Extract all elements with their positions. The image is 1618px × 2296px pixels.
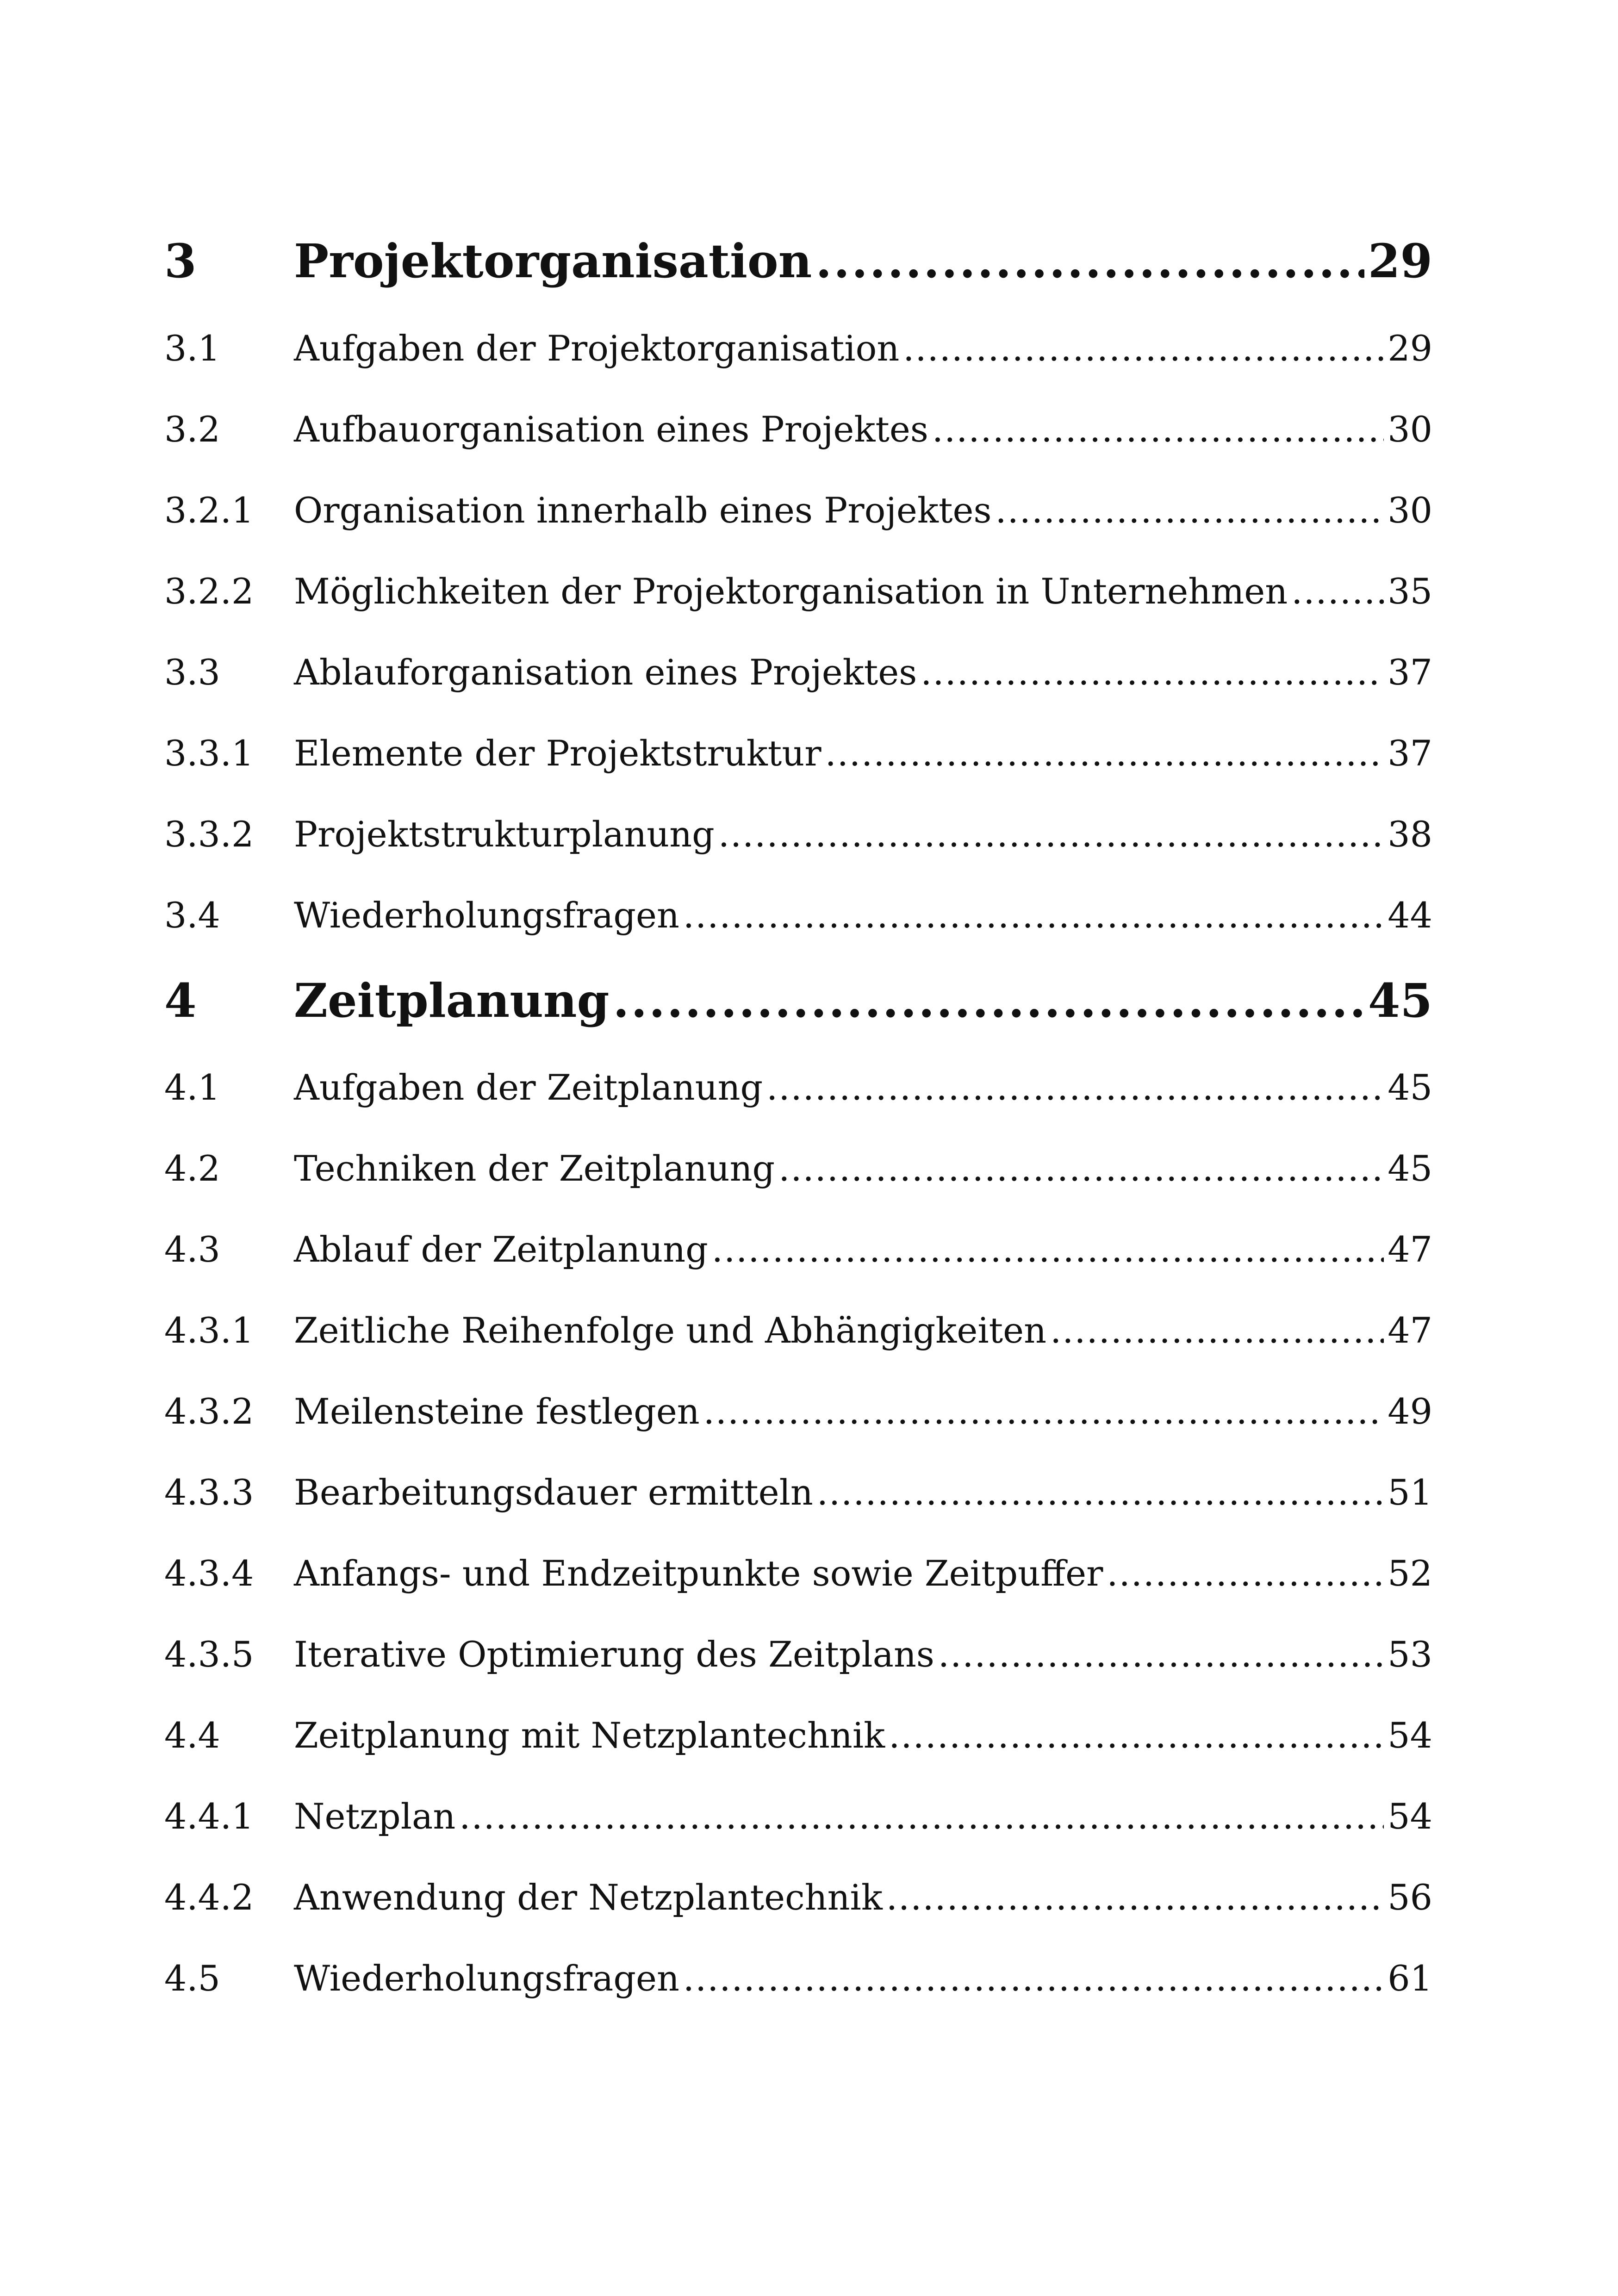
toc-title: Aufgaben der Projektorganisation <box>294 328 900 369</box>
toc-title: Wiederholungsfragen <box>294 1958 679 1999</box>
toc-entry[interactable] <box>164 1796 1432 1842</box>
toc-entry-chapter[interactable] <box>164 234 1432 289</box>
toc-entry[interactable] <box>164 1148 1432 1194</box>
toc-page-number: 29 <box>1388 328 1432 369</box>
toc-page-number: 47 <box>1388 1310 1432 1351</box>
toc-page-number: 44 <box>1388 895 1432 936</box>
toc-page-number: 45 <box>1368 973 1432 1028</box>
toc-leader-dots <box>995 490 1384 531</box>
toc-number: 4.3.3 <box>164 1472 254 1513</box>
toc-entry-chapter[interactable] <box>164 973 1432 1029</box>
toc-number: 4.4 <box>164 1715 220 1756</box>
toc-entry[interactable] <box>164 1391 1432 1437</box>
toc-page-number: 30 <box>1388 490 1432 531</box>
toc-page-number: 45 <box>1388 1067 1432 1108</box>
toc-number: 3.3.1 <box>164 733 254 774</box>
toc-number: 4.4.2 <box>164 1877 254 1918</box>
toc-entry[interactable] <box>164 1310 1432 1356</box>
toc-title: Anfangs- und Endzeitpunkte sowie Zeitpuffer <box>294 1553 1103 1594</box>
toc-leader-dots <box>921 652 1384 693</box>
toc-title: Netzplan <box>294 1796 456 1837</box>
toc-page-number: 38 <box>1388 814 1432 855</box>
toc-number: 3.2.2 <box>164 571 254 612</box>
toc-entry[interactable] <box>164 1067 1432 1113</box>
toc-number: 4.1 <box>164 1067 220 1108</box>
toc-entry[interactable] <box>164 733 1432 779</box>
toc-title: Möglichkeiten der Projektorganisation in Unternehmen <box>294 571 1288 612</box>
toc-leader-dots <box>613 973 1364 1028</box>
toc-leader-dots <box>683 895 1384 936</box>
toc-title: Projektstrukturplanung <box>294 814 715 855</box>
toc-number: 3.1 <box>164 328 220 369</box>
toc-title: Anwendung der Netzplantechnik <box>294 1877 883 1918</box>
toc-entry[interactable] <box>164 571 1432 617</box>
toc-leader-dots <box>703 1391 1384 1432</box>
toc-number: 4 <box>164 973 197 1028</box>
toc-page-number: 47 <box>1388 1229 1432 1270</box>
toc-entry[interactable] <box>164 652 1432 698</box>
toc-leader-dots <box>766 1067 1384 1108</box>
toc-number: 3 <box>164 234 197 288</box>
toc-page-number: 51 <box>1388 1472 1432 1513</box>
toc-title: Iterative Optimierung des Zeitplans <box>294 1634 934 1675</box>
toc-entry[interactable] <box>164 490 1432 536</box>
toc-page-number: 52 <box>1388 1553 1432 1594</box>
toc-entry[interactable] <box>164 1877 1432 1923</box>
toc-number: 3.2 <box>164 409 220 450</box>
toc-page-number: 56 <box>1388 1877 1432 1918</box>
toc-entry[interactable] <box>164 1472 1432 1518</box>
toc-leader-dots <box>1050 1310 1384 1351</box>
toc-number: 3.3 <box>164 652 220 693</box>
toc-number: 4.3.4 <box>164 1553 254 1594</box>
toc-leader-dots <box>815 234 1364 288</box>
toc-title: Techniken der Zeitplanung <box>294 1148 775 1189</box>
toc-title: Zeitplanung mit Netzplantechnik <box>294 1715 885 1756</box>
toc-number: 4.2 <box>164 1148 220 1189</box>
toc-leader-dots <box>938 1634 1384 1675</box>
toc-title: Zeitliche Reihenfolge und Abhängigkeiten <box>294 1310 1047 1351</box>
toc-entry[interactable] <box>164 1553 1432 1599</box>
toc-leader-dots <box>932 409 1384 450</box>
toc-entry[interactable] <box>164 1229 1432 1275</box>
toc-leader-dots <box>903 328 1384 369</box>
toc-entry[interactable] <box>164 895 1432 941</box>
toc-entry[interactable] <box>164 814 1432 860</box>
toc-number: 4.3 <box>164 1229 220 1270</box>
toc-leader-dots <box>1107 1553 1384 1594</box>
toc-page-number: 61 <box>1388 1958 1432 1999</box>
toc-entry[interactable] <box>164 1958 1432 2004</box>
toc-entry[interactable] <box>164 328 1432 374</box>
toc-entry[interactable] <box>164 1634 1432 1680</box>
toc-leader-dots <box>817 1472 1384 1513</box>
toc-page-number: 54 <box>1388 1715 1432 1756</box>
toc-leader-dots <box>712 1229 1384 1270</box>
toc-title: Ablauf der Zeitplanung <box>294 1229 708 1270</box>
toc-number: 3.4 <box>164 895 220 936</box>
toc-title: Meilensteine festlegen <box>294 1391 700 1432</box>
toc-title: Wiederholungsfragen <box>294 895 679 936</box>
toc-page-number: 37 <box>1388 652 1432 693</box>
toc-entry[interactable] <box>164 409 1432 455</box>
toc-number: 4.5 <box>164 1958 220 1999</box>
toc-title: Organisation innerhalb eines Projektes <box>294 490 992 531</box>
toc-title: Aufbauorganisation eines Projektes <box>294 409 928 450</box>
toc-number: 3.3.2 <box>164 814 254 855</box>
toc-number: 3.2.1 <box>164 490 254 531</box>
toc-entry[interactable] <box>164 1715 1432 1761</box>
toc-title: Aufgaben der Zeitplanung <box>294 1067 763 1108</box>
toc-page-number: 30 <box>1388 409 1432 450</box>
toc-leader-dots <box>683 1958 1384 1999</box>
toc-title: Elemente der Projektstruktur <box>294 733 821 774</box>
toc-page-number: 49 <box>1388 1391 1432 1432</box>
toc-leader-dots <box>459 1796 1384 1837</box>
toc-leader-dots <box>1291 571 1384 612</box>
toc-leader-dots <box>889 1715 1384 1756</box>
toc-leader-dots <box>825 733 1384 774</box>
toc-page-number: 35 <box>1388 571 1432 612</box>
toc-page-number: 29 <box>1368 234 1432 288</box>
toc-number: 4.4.1 <box>164 1796 254 1837</box>
toc-title: Ablauforganisation eines Projektes <box>294 652 917 693</box>
toc-page-number: 54 <box>1388 1796 1432 1837</box>
toc-number: 4.3.1 <box>164 1310 254 1351</box>
toc-leader-dots <box>718 814 1384 855</box>
toc-number: 4.3.2 <box>164 1391 254 1432</box>
toc-page-number: 53 <box>1388 1634 1432 1675</box>
toc-page-number: 45 <box>1388 1148 1432 1189</box>
toc-title: Bearbeitungsdauer ermitteln <box>294 1472 813 1513</box>
toc-page-number: 37 <box>1388 733 1432 774</box>
toc-title: Projektorganisation <box>294 234 812 288</box>
toc-title: Zeitplanung <box>294 973 610 1028</box>
toc-number: 4.3.5 <box>164 1634 254 1675</box>
toc-leader-dots <box>886 1877 1384 1918</box>
toc-leader-dots <box>778 1148 1384 1189</box>
